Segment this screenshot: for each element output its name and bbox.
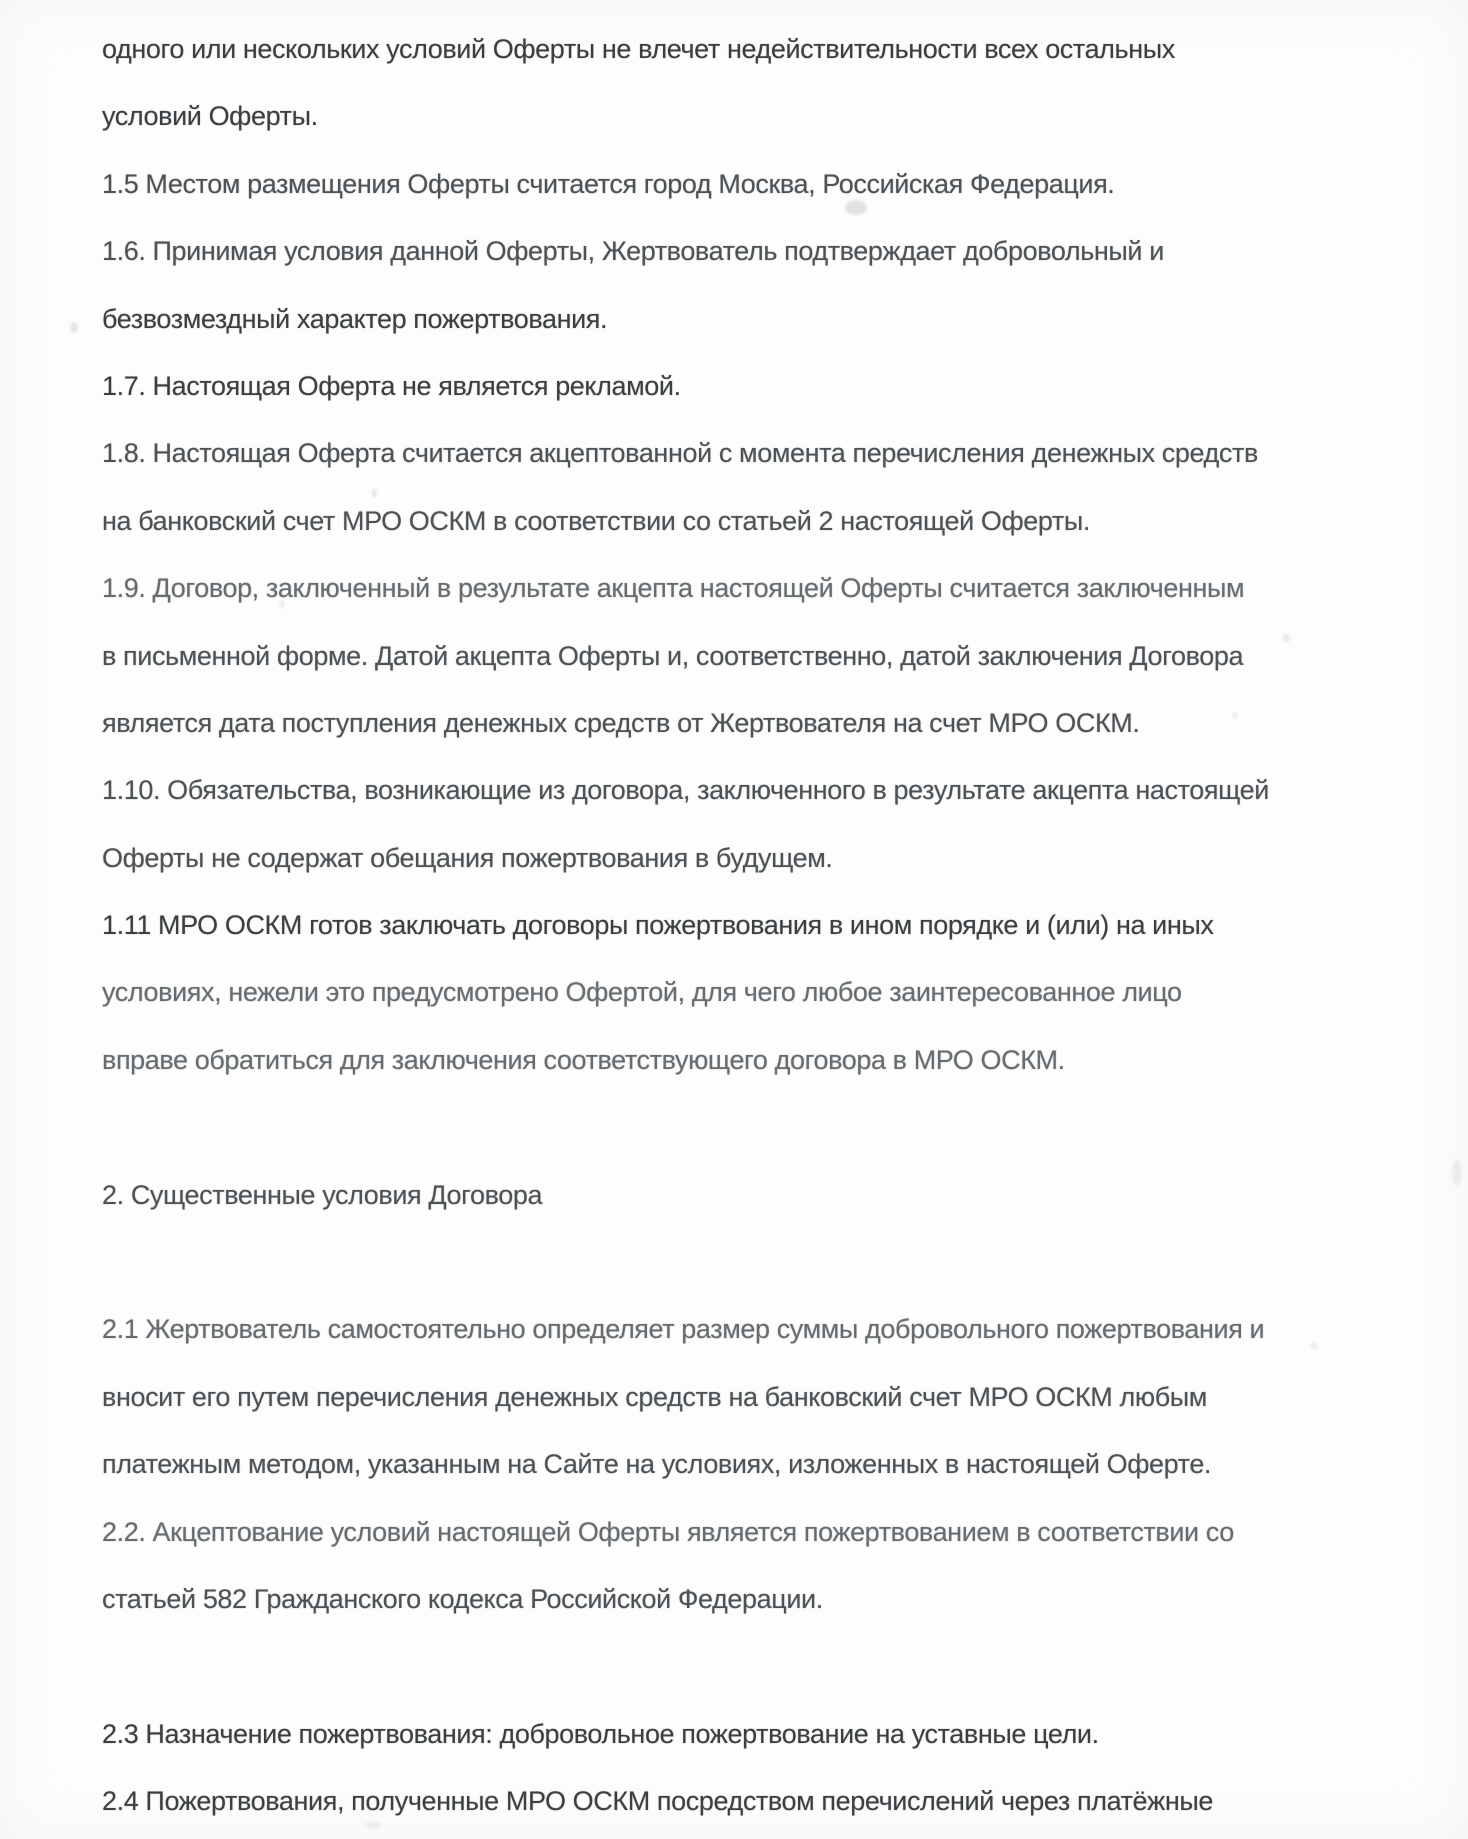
document-line: 1.5 Местом размещения Оферты считается город Москва, Российская Федерация. (102, 168, 1115, 199)
document-text-block (102, 16, 1422, 1836)
document-line: Оферты не содержат обещания пожертвования в будущем. (102, 842, 833, 873)
document-line: условиях, нежели это предусмотрено Офертой, для чего любое заинтересованное лицо (102, 977, 1182, 1008)
section-heading: 2. Существенные условия Договора (102, 1179, 543, 1210)
scan-artifact (1452, 1160, 1462, 1186)
blank-line (102, 1094, 1422, 1161)
document-line: вносит его путем перечисления денежных средств на банковский счет МРО ОСКМ любым (102, 1381, 1207, 1412)
blank-line (102, 1229, 1422, 1296)
document-line: 1.10. Обязательства, возникающие из договора, заключенного в результате акцепта настоящей (102, 775, 1269, 806)
document-line: одного или нескольких условий Оферты не влечет недействительности всех остальных (102, 34, 1175, 64)
document-line: безвозмездный характер пожертвования. (102, 303, 608, 334)
scan-artifact (70, 322, 78, 333)
document-line: в письменной форме. Датой акцепта Оферты и, соответственно, датой заключения Договора (102, 640, 1244, 671)
document-line: 2.3 Назначение пожертвования: добровольное пожертвование на уставные цели. (102, 1718, 1099, 1749)
document-line: статьей 582 Гражданского кодекса Российской Федерации. (102, 1583, 823, 1614)
document-line: является дата поступления денежных средств от Жертвователя на счет МРО ОСКМ. (102, 707, 1140, 738)
document-line: условий Оферты. (102, 101, 318, 132)
document-line: 1.8. Настоящая Оферта считается акцептованной с момента перечисления денежных средств (102, 438, 1258, 469)
document-line: вправе обратиться для заключения соответствующего договора в МРО ОСКМ. (102, 1044, 1065, 1075)
document-line: платежным методом, указанным на Сайте на условиях, изложенных в настоящей Оферте. (102, 1449, 1212, 1480)
document-line: 2.1 Жертвователь самостоятельно определяет размер суммы добровольного пожертвования и (102, 1314, 1265, 1345)
document-line: 1.9. Договор, заключенный в результате акцепта настоящей Оферты считается заключенным (102, 573, 1245, 604)
document-line: на банковский счет МРО ОСКМ в соответствии со статьей 2 настоящей Оферты. (102, 505, 1091, 536)
document-line: 1.7. Настоящая Оферта не является рекламой. (102, 370, 681, 401)
document-line: 2.2. Акцептование условий настоящей Оферты является пожертвованием в соответствии со (102, 1516, 1234, 1547)
document-line: 2.4 Пожертвования, полученные МРО ОСКМ посредством перечислений через платёжные (102, 1786, 1213, 1817)
document-line: 1.6. Принимая условия данной Оферты, Жертвователь подтверждает добровольный и (102, 236, 1164, 267)
document-line: 1.11 МРО ОСКМ готов заключать договоры пожертвования в ином порядке и (или) на иных (102, 910, 1214, 941)
blank-line (102, 1633, 1422, 1700)
